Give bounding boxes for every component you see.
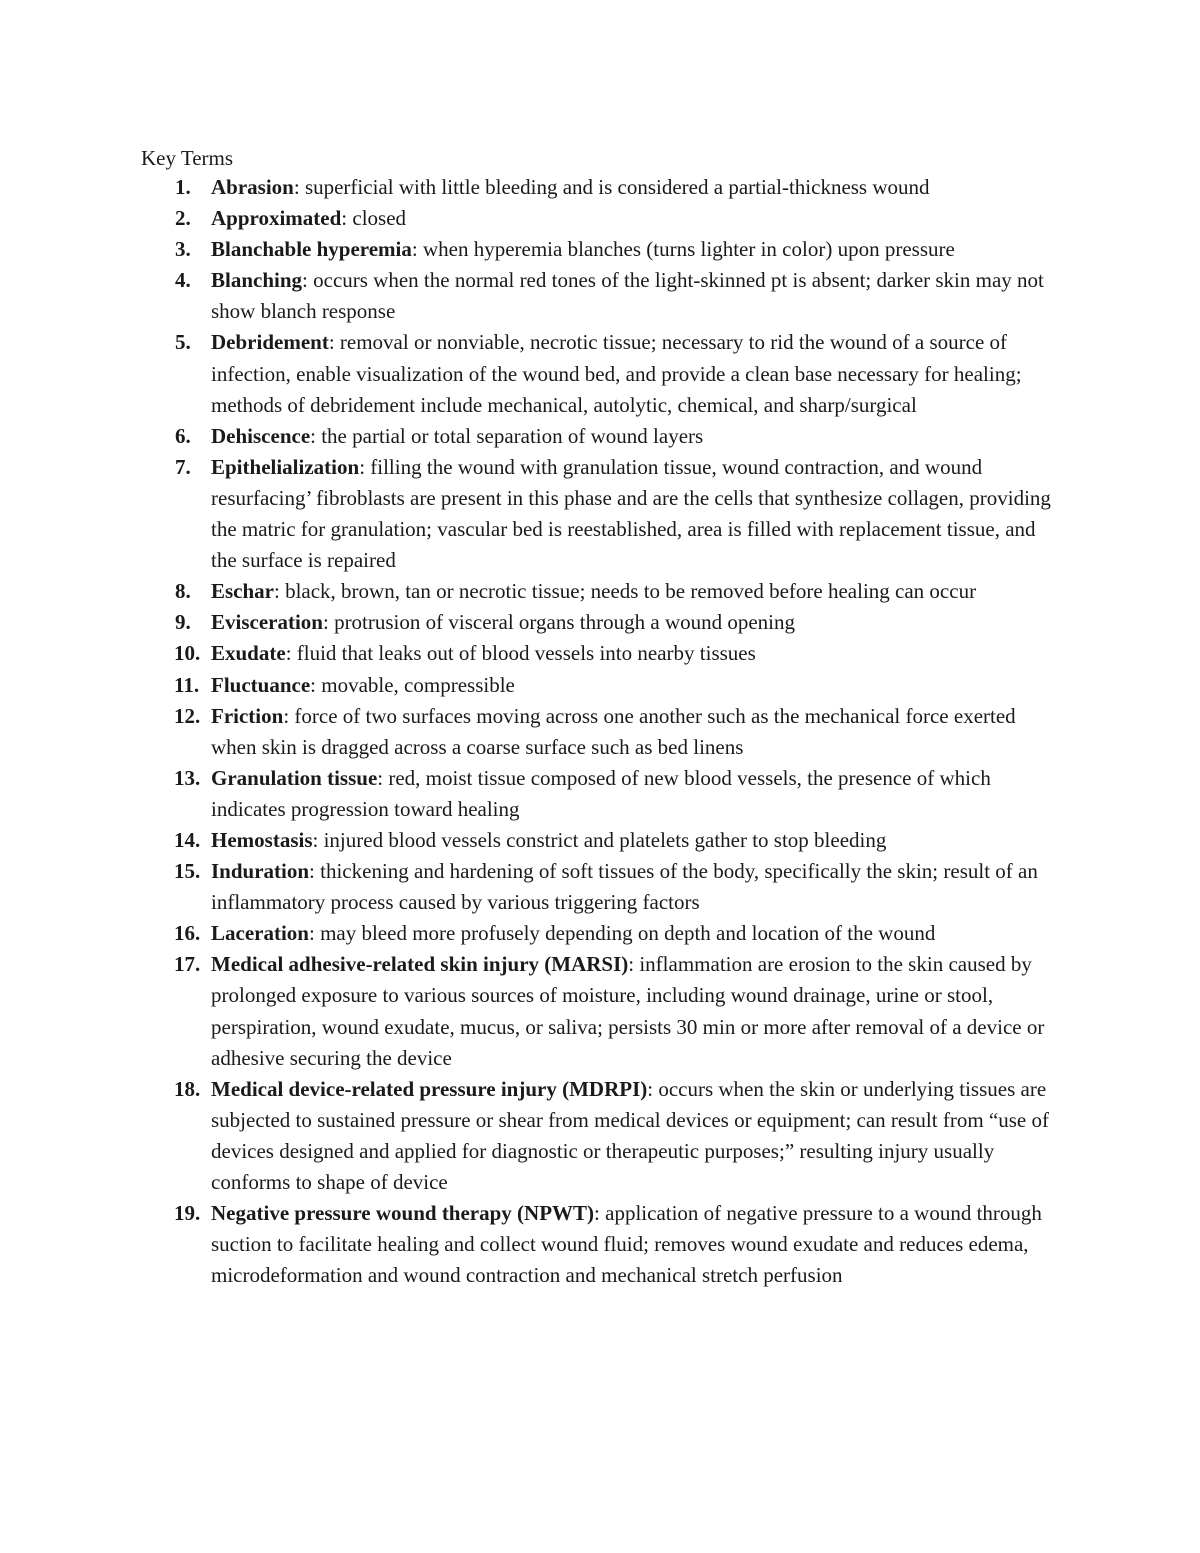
list-item (0, 918, 1200, 949)
term-name: Blanchable hyperemia (211, 237, 412, 262)
key-terms-list (0, 172, 1200, 1291)
list-item-number: 5. (175, 330, 191, 355)
list-item-number: 10. (174, 641, 201, 666)
list-item-number: 12. (174, 703, 201, 728)
list-item-number: 15. (174, 859, 201, 884)
term-name: Negative pressure wound therapy (NPWT) (211, 1201, 595, 1226)
list-item (0, 265, 1200, 327)
term-name: Eschar (211, 579, 274, 604)
term-name: Friction (211, 703, 284, 728)
term-name: Granulation tissue (211, 765, 378, 790)
list-item (0, 607, 1200, 638)
list-item-number: 1. (175, 175, 191, 199)
list-item-number: 13. (174, 765, 201, 790)
term-definition: : when hyperemia blanches (turns lighter in color) upon pressure (411, 237, 955, 262)
term-definition: : thickening and hardening of soft tissues of the body, specifically the skin; result of an inflammatory process caused by various triggering factors (211, 859, 1038, 915)
list-item-number: 9. (175, 610, 191, 635)
list-item-number: 4. (175, 268, 191, 293)
term-definition: : red, moist tissue composed of new blood vessels, the presence of which indicates progression toward healing (211, 765, 991, 821)
term-definition: : force of two surfaces moving across one another such as the mechanical force exerted when skin is dragged across a coarse surface such as bed linens (211, 703, 1016, 759)
term-definition: : occurs when the skin or underlying tissues are subjected to sustained pressure or shear from medical devices or equipment; can result from “use of devices designed and applied for diagnostic or therapeutic purposes;” resulting injury usually conforms to shape of device (211, 1076, 1049, 1194)
term-definition: : occurs when the normal red tones of the light-skinned pt is absent; darker skin may not show blanch response (211, 268, 1044, 324)
term-name: Exudate (211, 641, 286, 666)
list-item (0, 856, 1200, 918)
list-item (0, 172, 1200, 203)
term-name: Epithelialization (211, 454, 360, 479)
list-item (0, 763, 1200, 825)
term-name: Laceration (211, 921, 309, 946)
term-name: Evisceration (211, 610, 323, 635)
term-name: Medical adhesive-related skin injury (MARSI) (211, 952, 629, 977)
list-item-number: 3. (175, 237, 191, 262)
term-definition: : may bleed more profusely depending on depth and location of the wound (308, 921, 936, 946)
term-name: Hemostasis (211, 827, 313, 852)
list-item-number: 17. (174, 952, 201, 977)
term-name: Debridement (211, 330, 329, 355)
list-item (0, 576, 1200, 607)
term-definition: : movable, compressible (310, 672, 515, 697)
list-item-number: 18. (174, 1076, 201, 1101)
list-item-number: 6. (175, 423, 191, 448)
term-name: Abrasion (211, 175, 294, 199)
term-definition: : closed (341, 206, 407, 231)
list-item-number: 2. (175, 206, 191, 231)
term-definition: : removal or nonviable, necrotic tissue; necessary to rid the wound of a source of infection, enable visualization of the wound bed, and provide a clean base necessary for healing; methods of debridement include mechanical, autolytic, chemical, and sharp/surgical (211, 330, 1022, 417)
term-definition: : protrusion of visceral organs through a wound opening (322, 610, 796, 635)
list-item-number: 19. (174, 1201, 201, 1226)
list-item (0, 421, 1200, 452)
list-item (0, 949, 1200, 1073)
list-item (0, 1198, 1200, 1291)
list-item-number: 14. (174, 827, 201, 852)
list-item (0, 638, 1200, 669)
term-definition: : superficial with little bleeding and is considered a partial-thickness wound (293, 175, 930, 199)
list-item-number: 8. (175, 579, 191, 604)
term-name: Induration (211, 859, 310, 884)
list-item (0, 327, 1200, 420)
term-name: Approximated (211, 206, 342, 231)
term-name: Blanching (211, 268, 303, 293)
term-name: Fluctuance (211, 672, 311, 697)
list-item (0, 825, 1200, 856)
term-definition: : application of negative pressure to a wound through suction to facilitate healing and collect wound fluid; removes wound exudate and reduces edema, microdeformation and wound contraction and mechanical stretch perfusion (211, 1201, 1042, 1288)
page-title: Key Terms (141, 146, 234, 170)
list-item (0, 452, 1200, 576)
list-item (0, 203, 1200, 234)
list-item (0, 234, 1200, 265)
term-definition: : filling the wound with granulation tissue, wound contraction, and wound resurfacing’ fibroblasts are present in this phase and are the cells that synthesize collagen, providing the matric for granulation; vascular bed is reestablished, area is filled with replacement tissue, and the surface is repaired (211, 454, 1051, 573)
list-item (0, 701, 1200, 763)
list-item (0, 1074, 1200, 1198)
term-definition: : fluid that leaks out of blood vessels into nearby tissues (285, 641, 756, 666)
term-name: Medical device-related pressure injury (MDRPI) (211, 1076, 648, 1101)
term-name: Dehiscence (211, 423, 311, 448)
term-definition: : inflammation are erosion to the skin caused by prolonged exposure to various sources of moisture, including wound drainage, urine or stool, perspiration, wound exudate, mucus, or saliva; persists 30 min or more after removal of a device or adhesive securing the device (211, 952, 1045, 1070)
list-item-number: 7. (175, 454, 191, 479)
term-definition: : black, brown, tan or necrotic tissue; needs to be removed before healing can occur (274, 579, 977, 604)
list-item-number: 16. (174, 921, 201, 946)
term-definition: : the partial or total separation of wound layers (310, 423, 704, 448)
list-item-number: 11. (174, 672, 200, 697)
list-item (0, 670, 1200, 701)
term-definition: : injured blood vessels constrict and platelets gather to stop bleeding (312, 827, 887, 852)
